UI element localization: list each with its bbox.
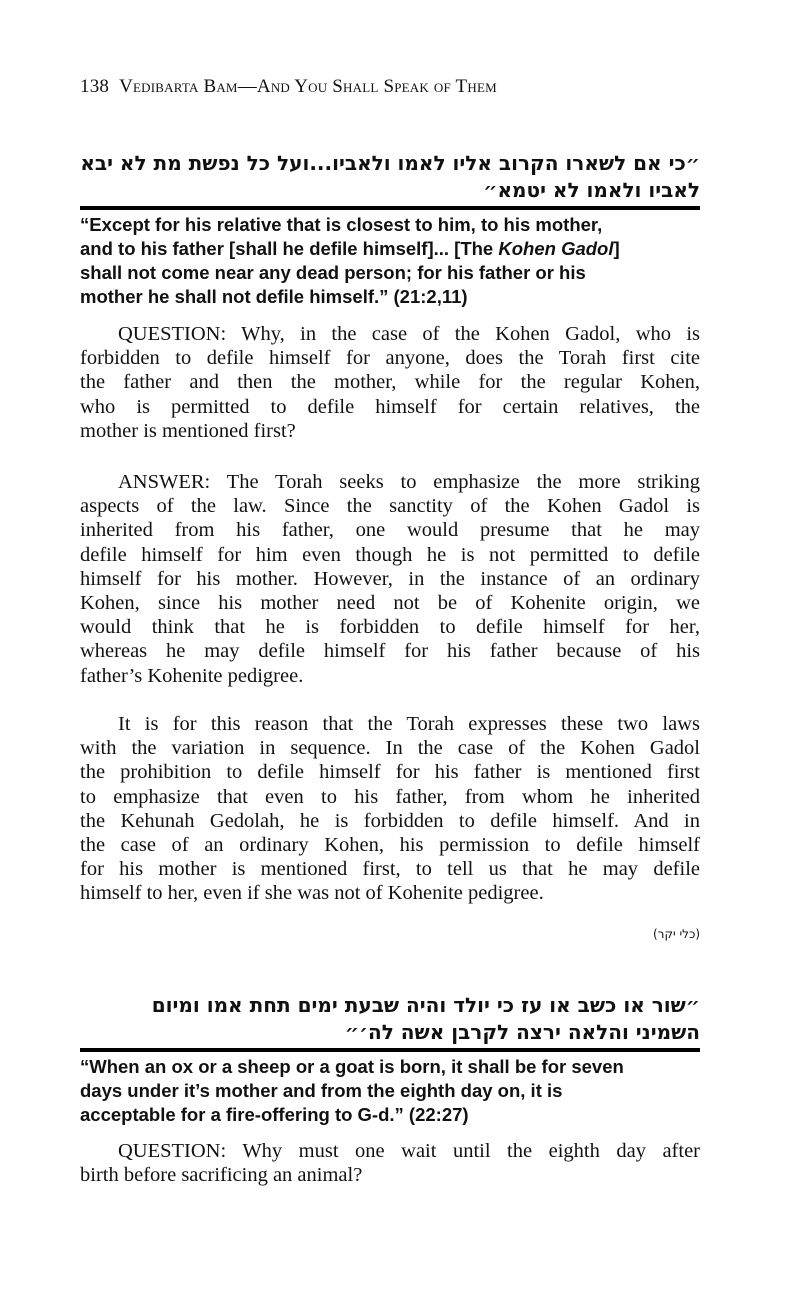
question-paragraph-1 <box>80 322 700 443</box>
paragraph-line: the case of an ordinary Kohen, his permission to defile himself <box>80 834 700 857</box>
verse-translation-1 <box>80 213 700 309</box>
paragraph-line: ANSWER: The Torah seeks to emphasize the more striking <box>118 471 700 493</box>
paragraph-line: QUESTION: Why, in the case of the Kohen Gadol, who is <box>118 323 700 345</box>
hebrew-line: ״שור או כשב או עז כי יולד והיה שבעת ימים תחת אמו ומיום <box>151 993 700 1017</box>
translation-line: acceptable for a fire-offering to G-d.” (22:27) <box>80 1104 469 1125</box>
paragraph-line: birth before sacrificing an animal? <box>80 1164 363 1187</box>
paragraph-line: the Kehunah Gedolah, he is forbidden to defile himself. And in <box>80 809 700 832</box>
running-header <box>80 76 700 98</box>
reason-paragraph-1 <box>80 712 700 906</box>
paragraph-line: whereas he may defile himself for his father because of his <box>80 640 700 663</box>
hebrew-line: ״כי אם לשארו הקרוב אליו לאמו ולאביו...ועל כל נפשת מת לא יבא <box>80 151 700 175</box>
paragraph-line: It is for this reason that the Torah expresses these two laws <box>118 713 700 735</box>
translation-line: shall not come near any dead person; for his father or his <box>80 262 586 283</box>
paragraph-line: the father and then the mother, while for the regular Kohen, <box>80 371 700 394</box>
verse-translation-2 <box>80 1055 700 1127</box>
translation-line: mother he shall not defile himself.” (21:2,11) <box>80 286 468 307</box>
paragraph-line: himself to her, even if she was not of Kohenite pedigree. <box>80 882 544 905</box>
paragraph-line: QUESTION: Why must one wait until the eighth day after <box>118 1140 700 1162</box>
paragraph-line: himself for his mother. However, in the instance of an ordinary <box>80 567 700 590</box>
paragraph-line: father’s Kohenite pedigree. <box>80 664 304 687</box>
paragraph-line: who is permitted to defile himself for certain relatives, the <box>80 395 700 418</box>
paragraph-line: Kohen, since his mother need not be of Kohenite origin, we <box>80 592 700 615</box>
paragraph-line: the prohibition to defile himself for his father is mentioned first <box>80 761 700 784</box>
translation-line: and to his father [shall he defile himself]... [The Kohen Gadol] <box>80 238 620 259</box>
translation-line: “When an ox or a sheep or a goat is born, it shall be for seven <box>80 1056 624 1077</box>
page-number: 138 <box>80 76 110 97</box>
question-paragraph-2 <box>80 1139 700 1187</box>
answer-paragraph-1 <box>80 470 700 688</box>
paragraph-line: mother is mentioned first? <box>80 419 296 442</box>
paragraph-line: for his mother is mentioned first, to tell us that he may defile <box>80 858 700 881</box>
paragraph-line: with the variation in sequence. In the case of the Kohen Gadol <box>80 737 700 760</box>
translation-line: “Except for his relative that is closest to him, to his mother, <box>80 214 603 235</box>
hebrew-line: לאביו ולאמו לא יטמא״ <box>483 178 700 202</box>
divider-rule <box>80 1048 700 1052</box>
running-title: Vedibarta Bam—And You Shall Speak of Them <box>119 76 497 97</box>
paragraph-line: to emphasize that even to his father, from whom he inherited <box>80 785 700 808</box>
paragraph-line: aspects of the law. Since the sanctity of the Kohen Gadol is <box>80 495 700 518</box>
source-citation: (כלי יקר) <box>653 927 700 941</box>
paragraph-line: would think that he is forbidden to defile himself for her, <box>80 616 700 639</box>
hebrew-verse-2 <box>80 992 700 1046</box>
hebrew-line: השמיני והלאה ירצה לקרבן אשה לה׳״ <box>344 1020 700 1044</box>
paragraph-line: forbidden to defile himself for anyone, does the Torah first cite <box>80 347 700 370</box>
translation-line: days under it’s mother and from the eighth day on, it is <box>80 1080 563 1101</box>
divider-rule <box>80 206 700 210</box>
hebrew-verse-1 <box>80 150 700 204</box>
paragraph-line: inherited from his father, one would presume that he may <box>80 519 700 542</box>
paragraph-line: defile himself for him even though he is not permitted to defile <box>80 543 700 566</box>
